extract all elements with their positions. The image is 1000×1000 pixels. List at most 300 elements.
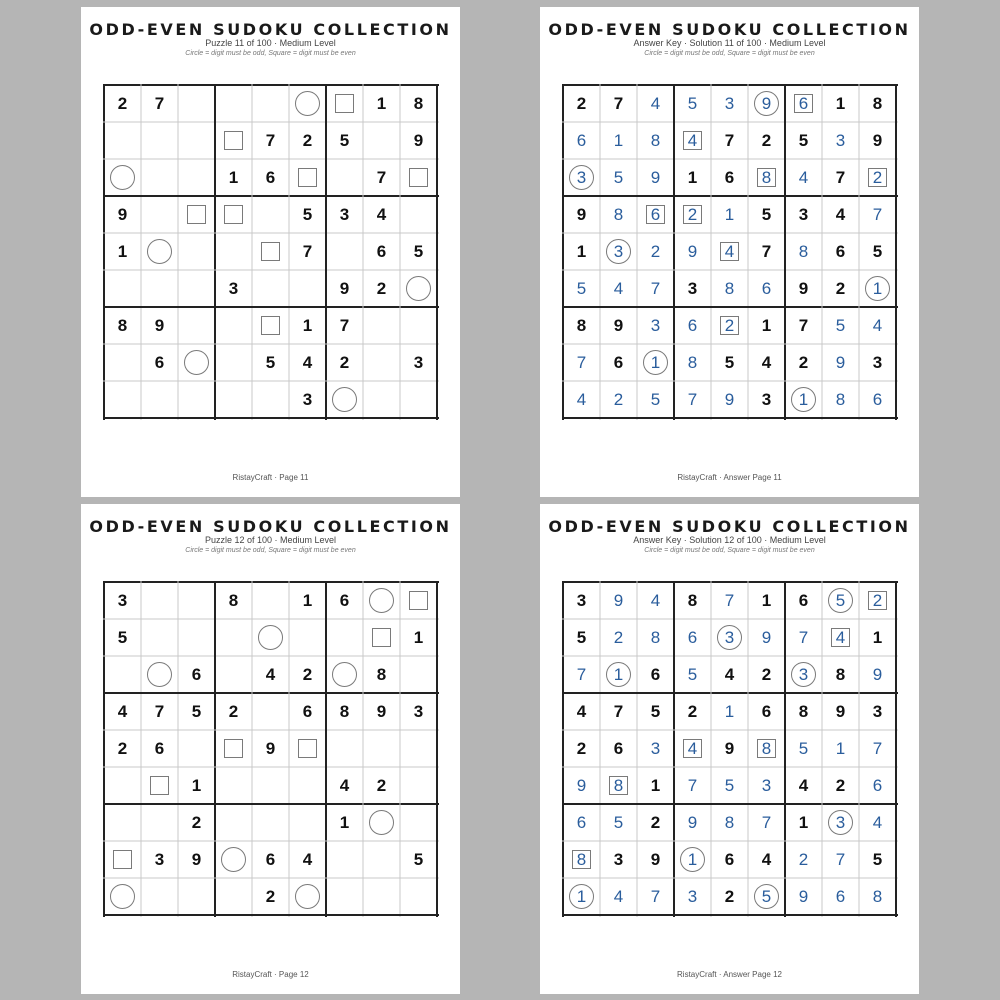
- page-footer: RistayCraft · Page 11: [232, 473, 309, 482]
- sudoku-cell: [785, 730, 822, 767]
- sudoku-cell: [141, 619, 178, 656]
- sudoku-cell: [748, 159, 785, 196]
- cell-digit: 4: [724, 242, 735, 261]
- sudoku-cell: [289, 270, 326, 307]
- cell-digit: 6: [613, 739, 624, 758]
- sudoku-cell: [363, 196, 400, 233]
- sudoku-cell: [215, 619, 252, 656]
- sudoku-cell: [104, 730, 141, 767]
- sudoku-cell: [252, 619, 289, 656]
- cell-digit: 6: [872, 776, 883, 795]
- cell-digit: 3: [835, 131, 846, 150]
- cell-digit: 2: [761, 131, 772, 150]
- sudoku-cell: [141, 656, 178, 693]
- sudoku-cell: [215, 656, 252, 693]
- sudoku-cell: [400, 381, 437, 418]
- sudoku-cell: [859, 582, 896, 619]
- sudoku-cell: [600, 841, 637, 878]
- sudoku-cell: [289, 344, 326, 381]
- cell-digit: 3: [154, 850, 165, 869]
- cell-digit: 4: [761, 353, 772, 372]
- cell-digit: 9: [154, 316, 165, 335]
- sudoku-cell: [637, 159, 674, 196]
- sudoku-cell: [215, 878, 252, 915]
- cell-digit: 8: [872, 887, 883, 906]
- cell-digit: 2: [376, 776, 387, 795]
- sudoku-cell: [748, 619, 785, 656]
- even-square-marker: [113, 850, 132, 869]
- cell-digit: 3: [650, 739, 661, 758]
- cell-digit: 8: [339, 702, 350, 721]
- sudoku-cell: [859, 270, 896, 307]
- cell-digit: 7: [376, 168, 387, 187]
- cell-digit: 4: [339, 776, 350, 795]
- cell-digit: 1: [650, 353, 661, 372]
- sudoku-cell: [400, 582, 437, 619]
- sudoku-cell: [674, 693, 711, 730]
- sudoku-cell: [785, 233, 822, 270]
- cell-digit: 9: [798, 887, 809, 906]
- sudoku-cell: [785, 270, 822, 307]
- cell-digit: 5: [576, 628, 587, 647]
- cell-digit: 3: [117, 591, 128, 610]
- cell-digit: 3: [413, 702, 424, 721]
- sudoku-grid: [562, 84, 898, 420]
- sudoku-cell: [178, 767, 215, 804]
- cell-digit: 7: [687, 390, 698, 409]
- cell-digit: 9: [835, 702, 846, 721]
- sudoku-cell: [637, 767, 674, 804]
- sudoku-cell: [141, 122, 178, 159]
- cell-digit: 3: [761, 776, 772, 795]
- sudoku-cell: [748, 344, 785, 381]
- sudoku-cell: [859, 381, 896, 418]
- cell-digit: 1: [687, 850, 698, 869]
- cell-digit: 3: [687, 887, 698, 906]
- sudoku-cell: [822, 307, 859, 344]
- cell-digit: 6: [576, 131, 587, 150]
- sudoku-cell: [252, 196, 289, 233]
- sudoku-cell: [674, 878, 711, 915]
- sudoku-cell: [859, 233, 896, 270]
- cell-digit: 9: [265, 739, 276, 758]
- cell-digit: 8: [724, 813, 735, 832]
- sudoku-cell: [215, 307, 252, 344]
- sudoku-cell: [711, 767, 748, 804]
- cell-digit: 6: [724, 168, 735, 187]
- odd-circle-marker: [295, 91, 320, 116]
- sudoku-cell: [400, 619, 437, 656]
- cell-digit: 2: [613, 628, 624, 647]
- sudoku-cell: [178, 582, 215, 619]
- sudoku-cell: [748, 85, 785, 122]
- sudoku-cell: [141, 270, 178, 307]
- sudoku-cell: [748, 307, 785, 344]
- sudoku-cell: [600, 582, 637, 619]
- sudoku-cell: [363, 767, 400, 804]
- cell-digit: 6: [154, 739, 165, 758]
- cell-digit: 5: [761, 205, 772, 224]
- cell-digit: 2: [613, 390, 624, 409]
- cell-digit: 9: [761, 94, 772, 113]
- sudoku-cell: [363, 730, 400, 767]
- cell-digit: 8: [413, 94, 424, 113]
- cell-digit: 7: [798, 628, 809, 647]
- sudoku-cell: [822, 804, 859, 841]
- cell-digit: 3: [302, 390, 313, 409]
- sudoku-cell: [141, 767, 178, 804]
- sudoku-cell: [326, 730, 363, 767]
- sudoku-cell: [711, 878, 748, 915]
- cell-digit: 2: [687, 702, 698, 721]
- cell-digit: 5: [302, 205, 313, 224]
- cell-digit: 8: [117, 316, 128, 335]
- cell-digit: 8: [724, 279, 735, 298]
- sudoku-cell: [400, 730, 437, 767]
- sudoku-cell: [400, 693, 437, 730]
- cell-digit: 6: [339, 591, 350, 610]
- cell-digit: 1: [376, 94, 387, 113]
- cell-digit: 6: [761, 702, 772, 721]
- sudoku-cell: [563, 233, 600, 270]
- sudoku-cell: [141, 85, 178, 122]
- sudoku-cell: [711, 85, 748, 122]
- cell-digit: 7: [761, 242, 772, 261]
- sudoku-cell: [637, 619, 674, 656]
- cell-digit: 9: [724, 390, 735, 409]
- cell-digit: 7: [687, 776, 698, 795]
- cell-digit: 8: [650, 628, 661, 647]
- cell-digit: 1: [835, 94, 846, 113]
- sudoku-cell: [141, 159, 178, 196]
- even-square-marker: [261, 242, 280, 261]
- cell-digit: 8: [576, 316, 587, 335]
- cell-digit: 9: [576, 776, 587, 795]
- sudoku-cell: [785, 344, 822, 381]
- cell-digit: 8: [650, 131, 661, 150]
- cell-digit: 5: [265, 353, 276, 372]
- sudoku-cell: [822, 381, 859, 418]
- cell-digit: 1: [339, 813, 350, 832]
- cell-digit: 5: [613, 813, 624, 832]
- sudoku-cell: [711, 270, 748, 307]
- sudoku-cell: [363, 582, 400, 619]
- sudoku-cell: [600, 344, 637, 381]
- cell-digit: 7: [872, 205, 883, 224]
- sudoku-cell: [215, 270, 252, 307]
- cell-digit: 6: [265, 168, 276, 187]
- sudoku-cell: [637, 841, 674, 878]
- cell-digit: 5: [339, 131, 350, 150]
- sudoku-cell: [326, 344, 363, 381]
- cell-digit: 1: [687, 168, 698, 187]
- sudoku-cell: [785, 381, 822, 418]
- cell-digit: 3: [576, 591, 587, 610]
- cell-digit: 2: [576, 739, 587, 758]
- sudoku-cell: [178, 233, 215, 270]
- cell-digit: 7: [154, 702, 165, 721]
- cell-digit: 2: [650, 242, 661, 261]
- sudoku-cell: [363, 656, 400, 693]
- sudoku-cell: [178, 270, 215, 307]
- cell-digit: 6: [576, 813, 587, 832]
- cell-digit: 9: [835, 353, 846, 372]
- sudoku-cell: [363, 270, 400, 307]
- cell-digit: 4: [872, 813, 883, 832]
- sudoku-cell: [400, 767, 437, 804]
- puzzle-page-12: [81, 504, 460, 994]
- sudoku-cell: [822, 656, 859, 693]
- cell-digit: 4: [872, 316, 883, 335]
- sudoku-cell: [600, 693, 637, 730]
- sudoku-cell: [711, 841, 748, 878]
- sudoku-cell: [215, 730, 252, 767]
- cell-digit: 8: [872, 94, 883, 113]
- cell-digit: 8: [228, 591, 239, 610]
- cell-digit: 6: [613, 353, 624, 372]
- sudoku-cell: [600, 196, 637, 233]
- cell-digit: 8: [761, 739, 772, 758]
- cell-digit: 3: [339, 205, 350, 224]
- cell-digit: 1: [650, 776, 661, 795]
- sudoku-cell: [563, 344, 600, 381]
- sudoku-cell: [637, 122, 674, 159]
- even-square-marker: [187, 205, 206, 224]
- cell-digit: 5: [576, 279, 587, 298]
- cell-digit: 2: [576, 94, 587, 113]
- cell-digit: 3: [872, 353, 883, 372]
- sudoku-cell: [178, 841, 215, 878]
- cell-digit: 5: [117, 628, 128, 647]
- cell-digit: 6: [872, 390, 883, 409]
- cell-digit: 2: [872, 591, 883, 610]
- sudoku-cell: [822, 693, 859, 730]
- answer-page-11: [540, 7, 919, 497]
- sudoku-cell: [326, 619, 363, 656]
- sudoku-cell: [822, 878, 859, 915]
- sudoku-cell: [859, 656, 896, 693]
- sudoku-cell: [141, 381, 178, 418]
- cell-digit: 6: [650, 205, 661, 224]
- sudoku-cell: [600, 767, 637, 804]
- cell-digit: 7: [798, 316, 809, 335]
- cell-digit: 5: [650, 390, 661, 409]
- cell-digit: 5: [798, 739, 809, 758]
- cell-digit: 1: [835, 739, 846, 758]
- cell-digit: 2: [117, 94, 128, 113]
- sudoku-cell: [563, 730, 600, 767]
- sudoku-cell: [563, 582, 600, 619]
- sudoku-cell: [178, 122, 215, 159]
- sudoku-cell: [563, 159, 600, 196]
- sudoku-cell: [711, 381, 748, 418]
- cell-digit: 3: [613, 850, 624, 869]
- cell-digit: 2: [872, 168, 883, 187]
- cell-digit: 1: [117, 242, 128, 261]
- sudoku-cell: [141, 307, 178, 344]
- rule-note: Circle = digit must be odd, Square = digit must be even: [185, 547, 356, 554]
- sudoku-cell: [104, 159, 141, 196]
- odd-circle-marker: [406, 276, 431, 301]
- sudoku-cell: [363, 85, 400, 122]
- sudoku-cell: [252, 85, 289, 122]
- sudoku-cell: [178, 878, 215, 915]
- sudoku-cell: [822, 344, 859, 381]
- cell-digit: 4: [761, 850, 772, 869]
- sudoku-cell: [785, 196, 822, 233]
- sudoku-cell: [785, 307, 822, 344]
- sudoku-cell: [785, 804, 822, 841]
- cell-digit: 9: [872, 131, 883, 150]
- cell-digit: 2: [724, 316, 735, 335]
- sudoku-cell: [363, 122, 400, 159]
- sudoku-cell: [563, 196, 600, 233]
- page-title: ODD-EVEN SUDOKU COLLECTION: [548, 20, 911, 39]
- sudoku-cell: [289, 693, 326, 730]
- cell-digit: 7: [724, 131, 735, 150]
- even-square-marker: [224, 205, 243, 224]
- sudoku-cell: [859, 730, 896, 767]
- cell-digit: 2: [650, 813, 661, 832]
- sudoku-cell: [400, 122, 437, 159]
- sudoku-cell: [674, 159, 711, 196]
- sudoku-cell: [859, 619, 896, 656]
- sudoku-cell: [215, 196, 252, 233]
- cell-digit: 5: [191, 702, 202, 721]
- odd-circle-marker: [147, 662, 172, 687]
- sudoku-cell: [600, 270, 637, 307]
- cell-digit: 7: [265, 131, 276, 150]
- cell-digit: 5: [687, 665, 698, 684]
- cell-digit: 9: [724, 739, 735, 758]
- sudoku-cell: [141, 878, 178, 915]
- sudoku-cell: [822, 233, 859, 270]
- sudoku-cell: [600, 656, 637, 693]
- sudoku-cell: [674, 307, 711, 344]
- sudoku-cell: [215, 85, 252, 122]
- sudoku-cell: [748, 233, 785, 270]
- cell-digit: 5: [724, 353, 735, 372]
- cell-digit: 4: [724, 665, 735, 684]
- sudoku-cell: [252, 381, 289, 418]
- even-square-marker: [409, 168, 428, 187]
- sudoku-cell: [563, 841, 600, 878]
- sudoku-cell: [326, 693, 363, 730]
- sudoku-cell: [252, 804, 289, 841]
- sudoku-cell: [252, 841, 289, 878]
- sudoku-cell: [748, 730, 785, 767]
- sudoku-cell: [563, 693, 600, 730]
- sudoku-cell: [215, 381, 252, 418]
- cell-digit: 1: [798, 390, 809, 409]
- sudoku-cell: [859, 693, 896, 730]
- sudoku-cell: [363, 381, 400, 418]
- sudoku-cell: [785, 159, 822, 196]
- sudoku-cell: [326, 582, 363, 619]
- cell-digit: 2: [228, 702, 239, 721]
- sudoku-cell: [400, 159, 437, 196]
- sudoku-cell: [400, 656, 437, 693]
- cell-digit: 2: [265, 887, 276, 906]
- sudoku-cell: [178, 730, 215, 767]
- sudoku-cell: [859, 767, 896, 804]
- sudoku-cell: [289, 196, 326, 233]
- page-subtitle: Puzzle 12 of 100 · Medium Level: [204, 535, 337, 545]
- even-square-marker: [261, 316, 280, 335]
- cell-digit: 7: [761, 813, 772, 832]
- cell-digit: 2: [798, 353, 809, 372]
- sudoku-cell: [637, 656, 674, 693]
- cell-digit: 6: [302, 702, 313, 721]
- sudoku-cell: [326, 804, 363, 841]
- sudoku-cell: [600, 381, 637, 418]
- sudoku-cell: [326, 381, 363, 418]
- cell-digit: 4: [265, 665, 276, 684]
- sudoku-cell: [400, 878, 437, 915]
- sudoku-cell: [252, 878, 289, 915]
- cell-digit: 9: [650, 168, 661, 187]
- cell-digit: 6: [650, 665, 661, 684]
- sudoku-cell: [674, 582, 711, 619]
- odd-circle-marker: [110, 884, 135, 909]
- cell-digit: 1: [724, 205, 735, 224]
- sudoku-cell: [600, 122, 637, 159]
- sudoku-cell: [822, 730, 859, 767]
- cell-digit: 7: [613, 94, 624, 113]
- cell-digit: 8: [613, 205, 624, 224]
- sudoku-cell: [785, 582, 822, 619]
- cell-digit: 6: [724, 850, 735, 869]
- cell-digit: 2: [191, 813, 202, 832]
- sudoku-cell: [178, 804, 215, 841]
- sudoku-cell: [215, 767, 252, 804]
- page-subtitle: Puzzle 11 of 100 · Medium Level: [205, 38, 336, 48]
- sudoku-cell: [363, 159, 400, 196]
- sudoku-cell: [363, 233, 400, 270]
- sudoku-cell: [711, 159, 748, 196]
- sudoku-cell: [104, 619, 141, 656]
- cell-digit: 6: [265, 850, 276, 869]
- sudoku-cell: [400, 270, 437, 307]
- sudoku-cell: [637, 804, 674, 841]
- cell-digit: 6: [835, 887, 846, 906]
- sudoku-cell: [252, 344, 289, 381]
- cell-digit: 6: [687, 316, 698, 335]
- cell-digit: 5: [413, 242, 424, 261]
- sudoku-cell: [785, 767, 822, 804]
- sudoku-cell: [637, 582, 674, 619]
- sudoku-cell: [785, 841, 822, 878]
- cell-digit: 1: [228, 168, 239, 187]
- cell-digit: 2: [835, 776, 846, 795]
- cell-digit: 4: [613, 887, 624, 906]
- page-footer: RistayCraft · Page 12: [232, 970, 309, 979]
- sudoku-cell: [104, 85, 141, 122]
- sudoku-cell: [785, 878, 822, 915]
- sudoku-cell: [674, 619, 711, 656]
- sudoku-cell: [563, 381, 600, 418]
- sudoku-cell: [563, 656, 600, 693]
- sudoku-cell: [748, 767, 785, 804]
- odd-circle-marker: [295, 884, 320, 909]
- sudoku-cell: [289, 619, 326, 656]
- sudoku-cell: [326, 196, 363, 233]
- sudoku-cell: [400, 804, 437, 841]
- cell-digit: 7: [835, 168, 846, 187]
- even-square-marker: [372, 628, 391, 647]
- page-title: ODD-EVEN SUDOKU COLLECTION: [89, 517, 452, 536]
- sudoku-cell: [104, 878, 141, 915]
